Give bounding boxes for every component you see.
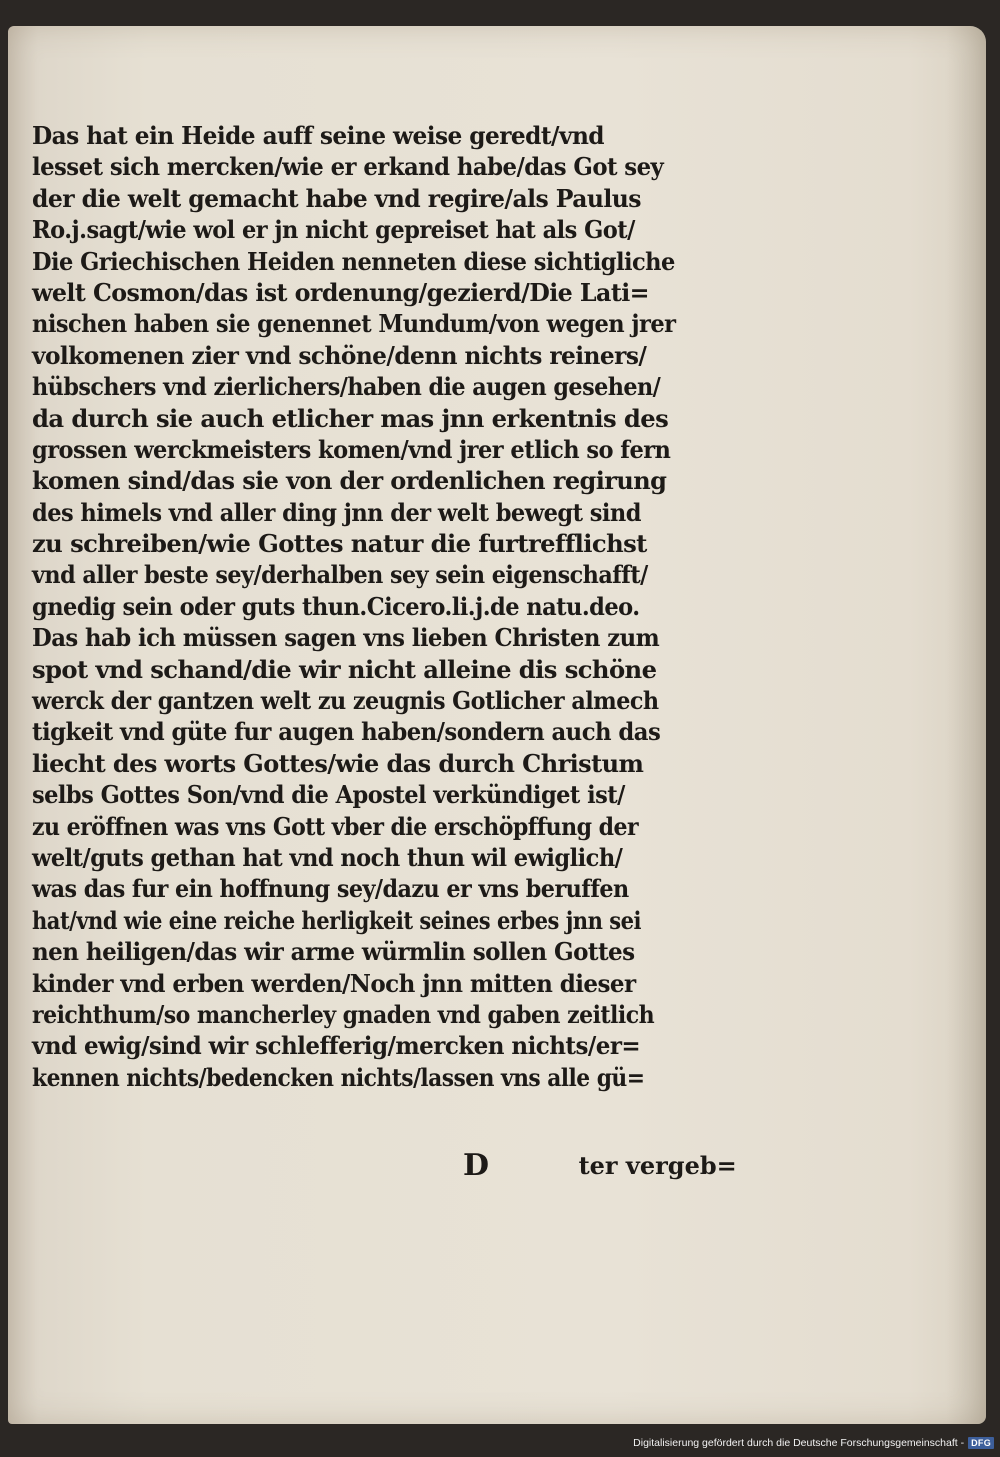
text-line: Ro.j.sagt/wie wol er jn nicht gepreiset hat als Got/ <box>32 215 635 245</box>
book-page <box>8 26 986 1424</box>
text-line: zu eröffnen was vns Gott vber die erschöpffung der <box>32 811 639 841</box>
text-line: was das fur ein hoffnung sey/dazu er vns beruffen <box>32 874 629 904</box>
text-line: hat/vnd wie eine reiche herligkeit seines erbes jnn sei <box>32 905 641 935</box>
text-line: welt/guts gethan hat vnd noch thun wil ewiglich/ <box>32 842 623 872</box>
signature-mark: D <box>463 1148 490 1183</box>
catchword: ter vergeb= <box>578 1151 737 1180</box>
text-line: des himels vnd aller ding jnn der welt bewegt sind <box>32 497 641 527</box>
text-line: welt Cosmon/das ist ordenung/gezierd/Die Lati= <box>32 277 650 307</box>
text-line: nischen haben sie genennet Mundum/von wegen jrer <box>32 309 676 339</box>
text-line: werck der gantzen welt zu zeugnis Gotlicher almech <box>32 686 659 716</box>
digitization-footer <box>633 1435 994 1451</box>
catchword-line <box>463 1148 737 1184</box>
dfg-logo-icon: DFG <box>968 1437 994 1449</box>
text-line: spot vnd schand/die wir nicht alleine dis schöne <box>32 654 657 684</box>
text-line: nen heiligen/das wir arme würmlin sollen Gottes <box>32 937 635 967</box>
text-line: tigkeit vnd güte fur augen haben/sondern auch das <box>32 717 661 747</box>
text-line: gnedig sein oder guts thun.Cicero.li.j.de natu.deo. <box>32 591 640 621</box>
text-line: reichthum/so mancherley gnaden vnd gaben zeitlich <box>32 999 655 1029</box>
text-line: Das hab ich müssen sagen vns lieben Christen zum <box>32 623 660 653</box>
text-line: hübschers vnd zierlichers/haben die augen gesehen/ <box>32 372 661 402</box>
text-line: selbs Gottes Son/vnd die Apostel verkündiget ist/ <box>32 780 625 810</box>
text-line: lesset sich mercken/wie er erkand habe/das Got sey <box>32 152 664 182</box>
text-block <box>32 120 732 1093</box>
text-line: liecht des worts Gottes/wie das durch Christum <box>32 748 644 778</box>
text-line: kennen nichts/bedencken nichts/lassen vns alle gü= <box>32 1062 645 1092</box>
text-line: Das hat ein Heide auff seine weise geredt/vnd <box>32 121 605 150</box>
text-line: kinder vnd erben werden/Noch jnn mitten dieser <box>32 968 636 998</box>
footer-credit: Digitalisierung gefördert durch die Deutsche Forschungsgemeinschaft - <box>633 1437 965 1449</box>
text-line: vnd ewig/sind wir schlefferig/mercken nichts/er= <box>32 1031 641 1061</box>
text-line: Die Griechischen Heiden nenneten diese sichtigliche <box>32 246 675 276</box>
text-line: der die welt gemacht habe vnd regire/als Paulus <box>32 183 641 213</box>
text-line: volkomenen zier vnd schöne/denn nichts reiners/ <box>32 340 647 370</box>
text-line: da durch sie auch etlicher mas jnn erkentnis des <box>32 403 669 433</box>
text-line: zu schreiben/wie Gottes natur die furtrefflichst <box>32 529 647 559</box>
text-line: vnd aller beste sey/derhalben sey sein eigenschafft/ <box>32 560 648 590</box>
text-line: grossen werckmeisters komen/vnd jrer etlich so fern <box>32 434 671 464</box>
text-line: komen sind/das sie von der ordenlichen regirung <box>32 466 667 496</box>
